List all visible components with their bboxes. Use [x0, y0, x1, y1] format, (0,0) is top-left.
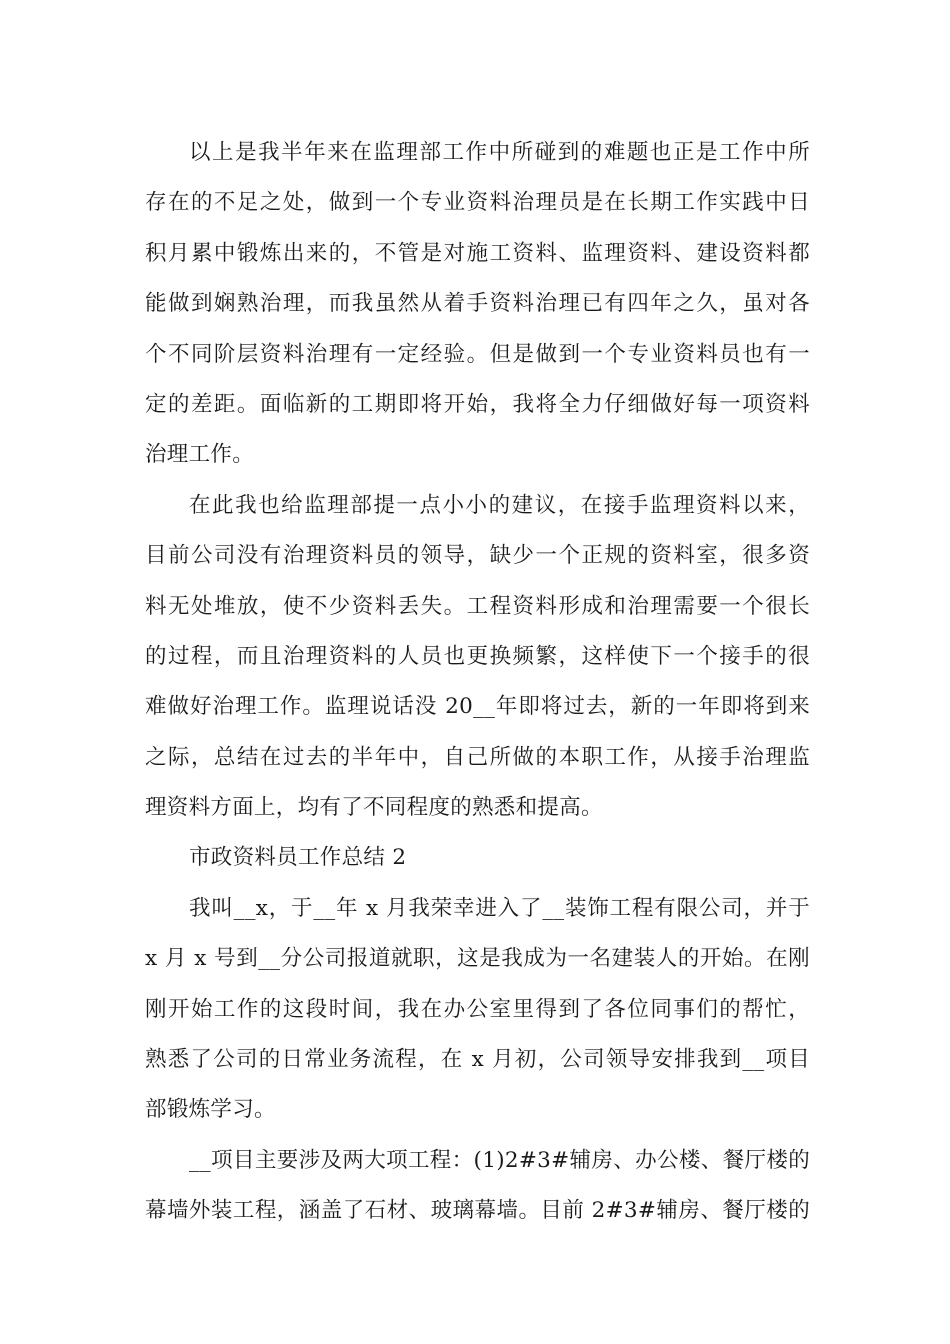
text-line: 之际，总结在过去的半年中，自己所做的本职工作，从接手治理监 [145, 744, 810, 770]
text-line: 料无处堆放，使不少资料丢失。工程资料形成和治理需要一个很长 [145, 593, 810, 619]
paragraph [145, 481, 810, 834]
text-line: 熟悉了公司的日常业务流程，在 x 月初，公司领导安排我到__项目 [145, 1047, 810, 1073]
paragraph [145, 884, 810, 1136]
text-line: x 月 x 号到__分公司报道就职，这是我成为一名建装人的开始。在刚 [145, 946, 810, 972]
text-line: 存在的不足之处，做到一个专业资料治理员是在长期工作实践中日 [145, 190, 810, 216]
text-line: 个不同阶层资料治理有一定经验。但是做到一个专业资料员也有一 [145, 341, 810, 367]
text-line: 难做好治理工作。监理说话没 20__年即将过去，新的一年即将到来 [145, 694, 810, 720]
text-line: 定的差距。面临新的工期即将开始，我将全力仔细做好每一项资料 [145, 391, 810, 417]
text-line: 积月累中锻炼出来的，不管是对施工资料、监理资料、建设资料都 [145, 240, 810, 266]
paragraph [145, 128, 810, 481]
text-line: 能做到娴熟治理，而我虽然从着手资料治理已有四年之久，虽对各 [145, 291, 810, 317]
text-line: 部锻炼学习。 [145, 1097, 276, 1123]
text-line: 幕墙外装工程，涵盖了石材、玻璃幕墙。目前 2#3#辅房、餐厅楼的 [145, 1198, 810, 1224]
text-line: 的过程，而且治理资料的人员也更换频繁，这样使下一个接手的很 [145, 643, 810, 669]
text-line: __项目主要涉及两大项工程：(1)2#3#辅房、办公楼、餐厅楼的 [189, 1147, 810, 1173]
text-line: 以上是我半年来在监理部工作中所碰到的难题也正是工作中所 [189, 140, 810, 165]
text-line: 治理工作。 [145, 442, 255, 468]
heading-text: 市政资料员工作总结 2 [189, 845, 407, 871]
paragraph [145, 1136, 810, 1237]
section-heading [145, 833, 810, 883]
text-line: 在此我也给监理部提一点小小的建议，在接手监理资料以来， [189, 492, 810, 518]
text-line: 目前公司没有治理资料员的领导，缺少一个正规的资料室，很多资 [145, 543, 810, 569]
document-body [145, 128, 810, 1237]
text-line: 我叫__x，于__年 x 月我荣幸进入了__装饰工程有限公司，并于 [189, 895, 810, 921]
text-line: 刚开始工作的这段时间，我在办公室里得到了各位同事们的帮忙， [145, 996, 810, 1022]
text-line: 理资料方面上，均有了不同程度的熟悉和提高。 [145, 795, 603, 821]
